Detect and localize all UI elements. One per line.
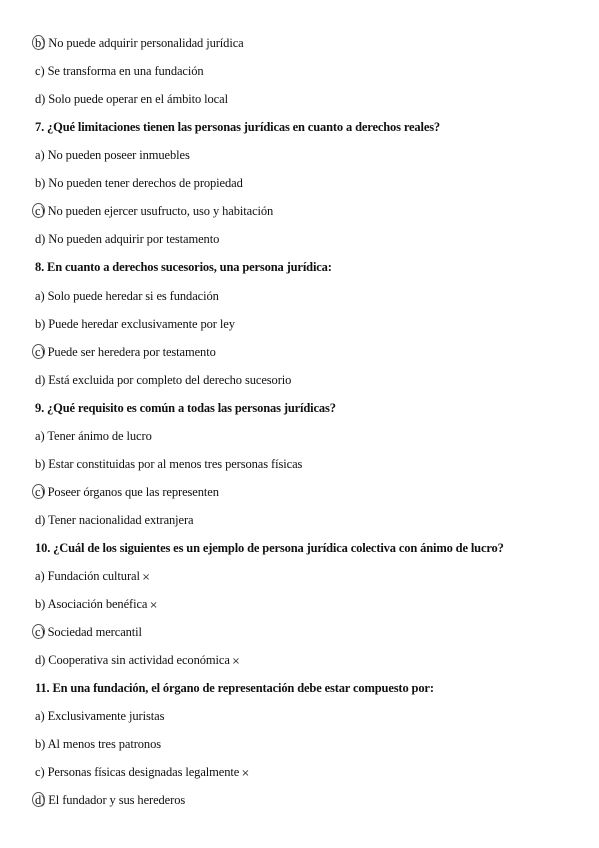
option-letter <box>35 622 40 642</box>
option-paren: ) <box>40 64 45 78</box>
answer-option-b <box>35 314 579 334</box>
option-letter <box>35 510 41 530</box>
option-letter-text: d <box>35 512 42 527</box>
question-text: 8. En cuanto a derechos sucesorios, una persona jurídica: <box>35 260 332 275</box>
option-letter-text: b <box>35 456 42 471</box>
option-text: Poseer órganos que las representen <box>47 484 219 499</box>
answer-option-d <box>35 229 579 249</box>
option-text: No pueden poseer inmuebles <box>47 148 190 163</box>
option-text: El fundador y sus herederos <box>48 793 186 808</box>
option-letter <box>35 314 41 334</box>
option-paren: ) <box>41 456 46 471</box>
option-letter-text: d <box>35 92 42 107</box>
answer-option-b <box>35 173 579 193</box>
cross-mark-icon: × <box>141 572 151 583</box>
answer-option-d <box>35 510 579 530</box>
option-letter <box>35 594 41 614</box>
option-letter-text: d <box>35 232 42 247</box>
option-text: Personas físicas designadas legalmente <box>47 765 240 780</box>
option-paren: ) <box>40 484 45 499</box>
option-paren: ) <box>41 36 46 50</box>
selected-circle-mark <box>32 484 45 499</box>
option-paren: ) <box>41 92 46 107</box>
option-text: Está excluida por completo del derecho sucesorio <box>48 372 292 387</box>
option-letter-text: d <box>35 793 42 808</box>
option-letter <box>35 229 41 249</box>
question-heading <box>35 398 579 418</box>
option-letter-text: a <box>35 569 41 583</box>
option-paren: ) <box>41 232 46 247</box>
answer-option-c <box>35 762 579 782</box>
option-paren: ) <box>41 597 46 611</box>
option-letter <box>35 201 40 221</box>
answer-option-a <box>35 145 579 165</box>
option-paren: ) <box>41 372 46 387</box>
option-text: Puede ser heredera por testamento <box>47 344 216 359</box>
answer-option-b <box>35 594 579 614</box>
option-text: No pueden ejercer usufructo, uso y habitación <box>47 204 274 219</box>
option-text: No pueden adquirir por testamento <box>48 232 220 247</box>
option-letter <box>35 61 40 81</box>
option-text: Al menos tres patronos <box>47 737 161 752</box>
question-text: 10. ¿Cuál de los siguientes es un ejemplo de persona jurídica colectiva con ánimo de lucro? <box>35 540 504 555</box>
option-paren: ) <box>40 344 45 359</box>
answer-option-b <box>35 33 579 53</box>
option-paren: ) <box>40 765 45 780</box>
option-text: Estar constituidas por al menos tres personas físicas <box>48 456 303 471</box>
option-letter <box>35 454 41 474</box>
option-text: No puede adquirir personalidad jurídica <box>48 36 244 50</box>
option-letter-text: a <box>35 709 41 724</box>
option-letter <box>35 482 40 502</box>
option-letter <box>35 145 40 165</box>
answer-option-d <box>35 650 579 670</box>
option-letter <box>35 762 40 782</box>
option-letter-text: c <box>35 484 41 499</box>
answer-option-d <box>35 790 579 810</box>
option-letter-text: a <box>35 288 41 303</box>
option-paren: ) <box>41 512 46 527</box>
option-letter <box>35 706 40 726</box>
question-heading <box>35 678 579 698</box>
option-letter-text: c <box>35 625 41 640</box>
option-letter-text: c <box>35 344 41 359</box>
answer-option-d <box>35 370 579 390</box>
answer-option-a <box>35 286 579 306</box>
answer-option-b <box>35 734 579 754</box>
option-paren: ) <box>41 316 46 331</box>
option-letter-text: c <box>35 64 41 78</box>
option-text: Sociedad mercantil <box>47 625 142 640</box>
selected-circle-mark <box>32 344 45 359</box>
option-letter-text: a <box>35 148 41 163</box>
option-text: Cooperativa sin actividad económica <box>48 653 230 668</box>
option-letter-text: c <box>35 204 41 219</box>
option-paren: ) <box>41 653 46 668</box>
option-text: Tener nacionalidad extranjera <box>48 512 194 527</box>
answer-option-d <box>35 89 579 109</box>
option-letter <box>35 566 40 586</box>
cross-mark-icon: × <box>231 656 241 668</box>
option-text: Solo puede heredar si es fundación <box>47 288 219 303</box>
question-text: 9. ¿Qué requisito es común a todas las personas jurídicas? <box>35 400 336 415</box>
option-letter-text: b <box>35 176 42 191</box>
option-text: Solo puede operar en el ámbito local <box>48 92 228 107</box>
option-letter <box>35 89 41 109</box>
option-text: Puede heredar exclusivamente por ley <box>48 316 235 331</box>
option-paren: ) <box>40 148 45 163</box>
answer-option-a <box>35 706 579 726</box>
answer-option-c <box>35 201 579 221</box>
option-letter <box>35 173 41 193</box>
option-text: Fundación cultural <box>47 569 140 583</box>
option-text: Asociación benéfica <box>47 597 148 611</box>
selected-circle-mark <box>32 35 45 50</box>
option-paren: ) <box>40 204 45 219</box>
question-text: 11. En una fundación, el órgano de representación debe estar compuesto por: <box>35 681 434 696</box>
option-paren: ) <box>40 709 45 724</box>
option-paren: ) <box>40 428 45 443</box>
option-paren: ) <box>41 176 46 191</box>
cross-mark-icon: × <box>241 768 250 780</box>
cross-mark-icon: × <box>149 600 158 611</box>
option-letter-text: a <box>35 428 41 443</box>
question-heading <box>35 538 579 558</box>
option-letter-text: b <box>35 737 42 752</box>
selected-circle-mark <box>32 624 45 639</box>
option-letter <box>35 342 40 362</box>
answer-option-c <box>35 61 579 81</box>
option-letter <box>35 370 41 390</box>
option-paren: ) <box>40 625 45 640</box>
option-letter-text: b <box>35 597 42 611</box>
option-letter <box>35 33 41 53</box>
answer-option-c <box>35 622 579 642</box>
option-paren: ) <box>40 569 45 583</box>
option-text: Tener ánimo de lucro <box>47 428 152 443</box>
option-letter-text: b <box>35 36 42 50</box>
option-letter-text: b <box>35 316 42 331</box>
option-text: Exclusivamente juristas <box>47 709 165 724</box>
question-heading <box>35 257 579 277</box>
answer-option-c <box>35 342 579 362</box>
option-letter <box>35 286 40 306</box>
question-heading <box>35 117 579 137</box>
option-letter <box>35 790 41 810</box>
answer-option-b <box>35 454 579 474</box>
option-letter-text: d <box>35 372 42 387</box>
option-letter <box>35 426 40 446</box>
answer-option-a <box>35 566 579 586</box>
answer-option-a <box>35 426 579 446</box>
option-text: No pueden tener derechos de propiedad <box>48 176 243 191</box>
option-text: Se transforma en una fundación <box>47 64 204 78</box>
option-letter-text: d <box>35 653 42 668</box>
option-paren: ) <box>41 737 46 752</box>
answer-option-c <box>35 482 579 502</box>
option-paren: ) <box>41 793 46 808</box>
question-text: 7. ¿Qué limitaciones tienen las personas jurídicas en cuanto a derechos reales? <box>35 120 441 135</box>
option-letter-text: c <box>35 765 41 780</box>
option-paren: ) <box>40 288 45 303</box>
option-letter <box>35 650 41 670</box>
option-letter <box>35 734 41 754</box>
